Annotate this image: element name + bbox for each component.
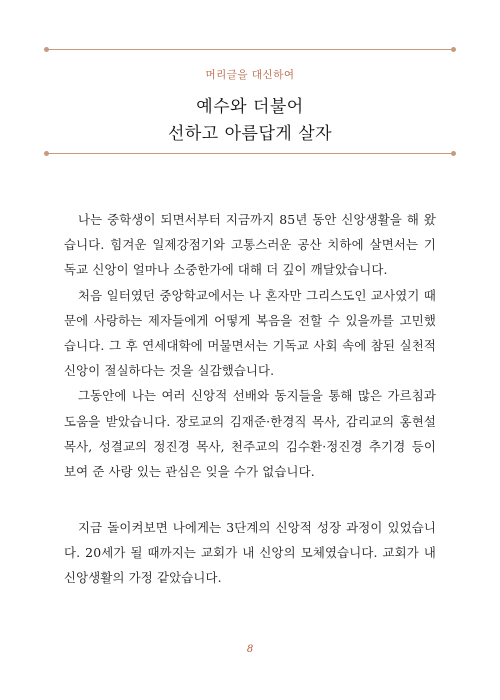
section-label: 머리글을 대신하여 xyxy=(205,69,295,81)
paragraph: 나는 중학생이 되면서부터 지금까지 85년 동안 신앙생활을 해 왔습니다. 힘겨운 일제강점기와 고통스러운 공산 치하에 살면서는 기독교 신앙이 얼마나 소중한가에 대해 더 깊이 깨달았습니다. xyxy=(64,212,436,278)
chapter-title-line-2: 선하고 아름답게 살자 xyxy=(167,124,333,144)
page-number: 8 xyxy=(246,644,254,655)
top-divider xyxy=(46,49,454,50)
paragraph: 처음 일터였던 중앙학교에서는 나 혼자만 그리스도인 교사였기 때문에 사랑하는 제자들에게 어떻게 복음을 전할 수 있을까를 고민했습니다. 그 후 연세대학에 머물면서는 기독교 사회 속에 참된 실천적 신앙이 절실하다는 것을 실감했습니다. xyxy=(64,287,436,379)
chapter-title-line-1: 예수와 더불어 xyxy=(196,97,304,117)
bottom-divider xyxy=(46,153,454,154)
body-text-block xyxy=(64,207,436,484)
paragraph: 그동안에 나는 여러 신앙적 선배와 동지들을 통해 많은 가르침과 도움을 받았습니다. 장로교의 김재준·한경직 목사, 감리교의 홍현설 목사, 성결교의 정진경 목사, 천주교의 김수환·정진경 추기경 등이 보여 준 사랑 있는 관심은 잊을 수가 없습니다. xyxy=(64,388,436,480)
paragraph: 지금 돌이켜보면 나에게는 3단계의 신앙적 성장 과정이 있었습니다. 20세가 될 때까지는 교회가 내 신앙의 모체였습니다. 교회가 내 신앙생활의 가정 같았습니다. xyxy=(64,520,436,586)
body-text-block xyxy=(64,515,436,591)
